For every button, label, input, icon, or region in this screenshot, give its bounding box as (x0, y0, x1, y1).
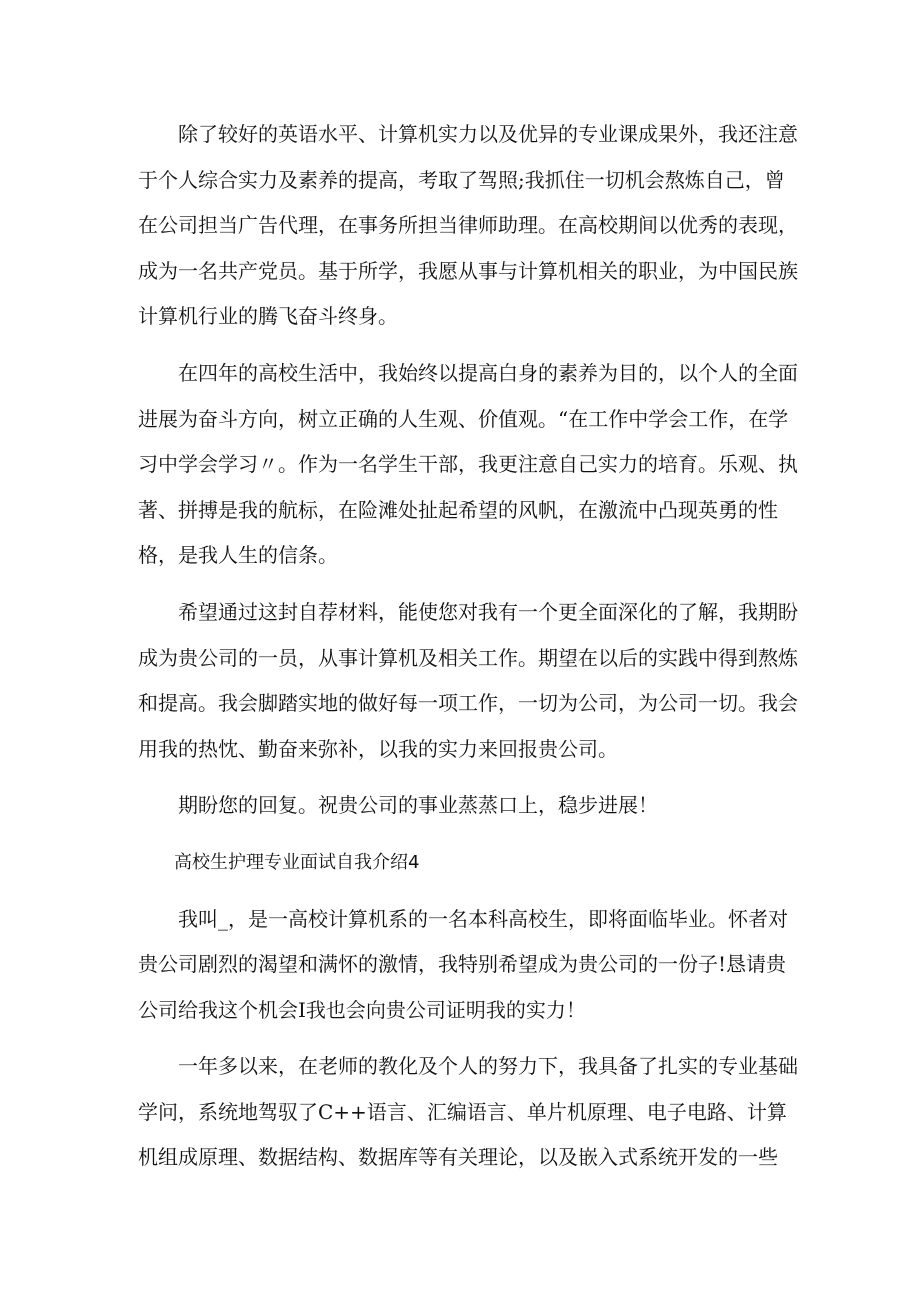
paragraph-2: 在四年的高校生活中，我始终以提高白身的素养为目的，以个人的全面进展为奋斗方向，树立正确的人生观、价值观。“在工作中学会工作，在学习中学会学习〃。作为一名学生干部，我更注意自己实力的培育。乐观、执著、拼搏是我的航标，在险滩处扯起希望的风帆，在激流中凸现英勇的性格，是我人生的信条。 (138, 360, 798, 568)
paragraph-1: 除了较好的英语水平、计算机实力以及优异的专业课成果外，我还注意于个人综合实力及素养的提高，考取了驾照;我抓住一切机会熬炼自己，曾在公司担当广告代理，在事务所担当律师助理。在高校期间以优秀的表现，成为一名共产党员。基于所学，我愿从事与计算机相关的职业，为中国民族计算机行业的腾飞奋斗终身。 (138, 122, 798, 329)
document-body (138, 112, 798, 1181)
paragraph-3: 希望通过这封自荐材料，能使您对我有一个更全面深化的了解，我期盼成为贵公司的一员，从事计算机及相关工作。期望在以后的实践中得到熬炼和提高。我会脚踏实地的做好每一项工作，一切为公司，为公司一切。我会用我的热忱、勤奋来弥补，以我的实力来回报贵公司。 (138, 599, 798, 761)
section-paragraph-1: 我叫_，是一高校计算机系的一名本科高校生，即将面临毕业。怀者对贵公司剧烈的渴望和满怀的激情，我特别希望成为贵公司的一份子!恳请贵公司给我这个机会I我也会向贵公司证明我的实力！ (138, 906, 788, 1022)
section-title: 高校生护理专业面试自我介绍4 (174, 851, 420, 873)
paragraph-4: 期盼您的回复。祝贵公司的事业蒸蒸口上，稳步进展！ (178, 793, 658, 818)
section-paragraph-2: 一年多以来，在老师的教化及个人的努力下，我具备了扎实的专业基础学问，系统地驾驭了C++语言、汇编语言、单片机原理、电子电路、计算机组成原理、数据结构、数据库等有关理论，以及嵌入式系统开发的一些 (138, 1054, 798, 1170)
